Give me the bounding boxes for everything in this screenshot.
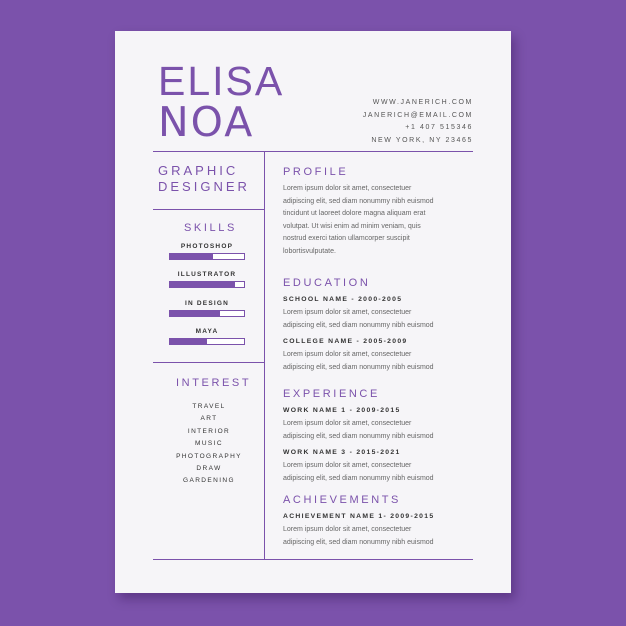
- profile-line: volutpat. Ut wisi enim ad minim veniam, quis: [283, 222, 421, 230]
- text-line: adipiscing elit, sed diam nonummy nibh euismod: [283, 432, 434, 440]
- contact-block: [363, 97, 473, 147]
- profile-text: [283, 183, 473, 259]
- skill-bar: [169, 253, 245, 260]
- text-line: adipiscing elit, sed diam nonummy nibh euismod: [283, 321, 434, 329]
- footer-divider: [153, 559, 473, 560]
- interest-item: INTERIOR: [187, 427, 231, 435]
- text-line: Lorem ipsum dolor sit amet, consectetuer: [283, 309, 412, 316]
- skill-bar-fill: [170, 282, 235, 287]
- profile-line: adipiscing elit, sed diam nonummy nibh euismod: [283, 197, 434, 205]
- achievement-entry-text: [283, 524, 473, 549]
- achievement-entry-title: ACHIEVEMENT NAME 1- 2009-2015: [283, 513, 435, 520]
- education-entry-text: [283, 349, 473, 374]
- experience-entry-text: [283, 418, 473, 443]
- job-title-line1: GRAPHIC: [158, 163, 239, 178]
- text-line: adipiscing elit, sed diam nonummy nibh euismod: [283, 474, 434, 482]
- last-name: NOA: [158, 98, 255, 146]
- education-heading: EDUCATION: [283, 277, 371, 289]
- interest-item: DRAW: [196, 465, 222, 473]
- title-divider: [153, 209, 264, 210]
- skills-divider: [153, 362, 264, 363]
- education-entry-title: COLLEGE NAME - 2005-2009: [283, 338, 408, 345]
- contact-website: WWW.JANERICH.COM: [372, 99, 473, 106]
- text-line: adipiscing elit, sed diam nonummy nibh euismod: [283, 363, 434, 371]
- contact-location: NEW YORK, NY 23465: [371, 136, 473, 144]
- column-divider: [264, 151, 265, 559]
- profile-line: nostrud exerci tation ullamcorper suscipit: [283, 235, 410, 243]
- first-name: ELISA: [158, 58, 285, 104]
- skill-bar: [169, 281, 245, 288]
- experience-entry-text: [283, 460, 473, 485]
- job-title: [158, 163, 250, 195]
- header-divider: [153, 151, 473, 152]
- profile-line: Lorem ipsum dolor sit amet, consectetuer: [283, 185, 412, 192]
- interest-heading: INTEREST: [176, 377, 252, 389]
- profile-line: tincidunt ut laoreet dolore magna aliquam erat: [283, 210, 426, 218]
- interest-item: GARDENING: [183, 477, 235, 485]
- skill-bar: [169, 338, 245, 345]
- text-line: Lorem ipsum dolor sit amet, consectetuer: [283, 526, 412, 533]
- skills-heading: SKILLS: [184, 222, 237, 234]
- contact-email: JANERICH@EMAIL.COM: [362, 111, 473, 119]
- text-line: Lorem ipsum dolor sit amet, consectetuer: [283, 462, 412, 469]
- experience-heading: EXPERIENCE: [283, 388, 380, 400]
- achievements-heading: ACHIEVEMENTS: [283, 494, 401, 506]
- skill-label: IN DESIGN: [184, 300, 230, 307]
- interest-item: MUSIC: [195, 440, 223, 448]
- experience-entry-title: WORK NAME 1 - 2009-2015: [283, 407, 401, 414]
- text-line: Lorem ipsum dolor sit amet, consectetuer: [283, 351, 412, 358]
- skill-label: MAYA: [195, 328, 219, 335]
- skill-bar-fill: [170, 311, 220, 316]
- profile-line: lobortisvulputate.: [283, 247, 336, 255]
- experience-entry-title: WORK NAME 3 - 2015-2021: [283, 449, 401, 456]
- profile-heading: PROFILE: [283, 166, 349, 178]
- contact-phone: +1 407 515346: [405, 124, 473, 131]
- interest-item: TRAVEL: [192, 403, 226, 410]
- interest-item: ART: [200, 415, 218, 423]
- skill-label: PHOTOSHOP: [180, 243, 234, 250]
- text-line: Lorem ipsum dolor sit amet, consectetuer: [283, 420, 412, 427]
- text-line: adipiscing elit, sed diam nonummy nibh euismod: [283, 538, 434, 546]
- education-entry-text: [283, 307, 473, 332]
- interest-item: PHOTOGRAPHY: [176, 452, 242, 460]
- resume-sheet: [115, 31, 511, 593]
- skill-bar-fill: [170, 254, 213, 259]
- skill-label: ILLUSTRATOR: [177, 271, 237, 278]
- skill-bar-fill: [170, 339, 207, 344]
- skill-bar: [169, 310, 245, 317]
- interest-list: [155, 401, 263, 488]
- job-title-line2: DESIGNER: [158, 179, 250, 194]
- education-entry-title: SCHOOL NAME - 2000-2005: [283, 296, 403, 303]
